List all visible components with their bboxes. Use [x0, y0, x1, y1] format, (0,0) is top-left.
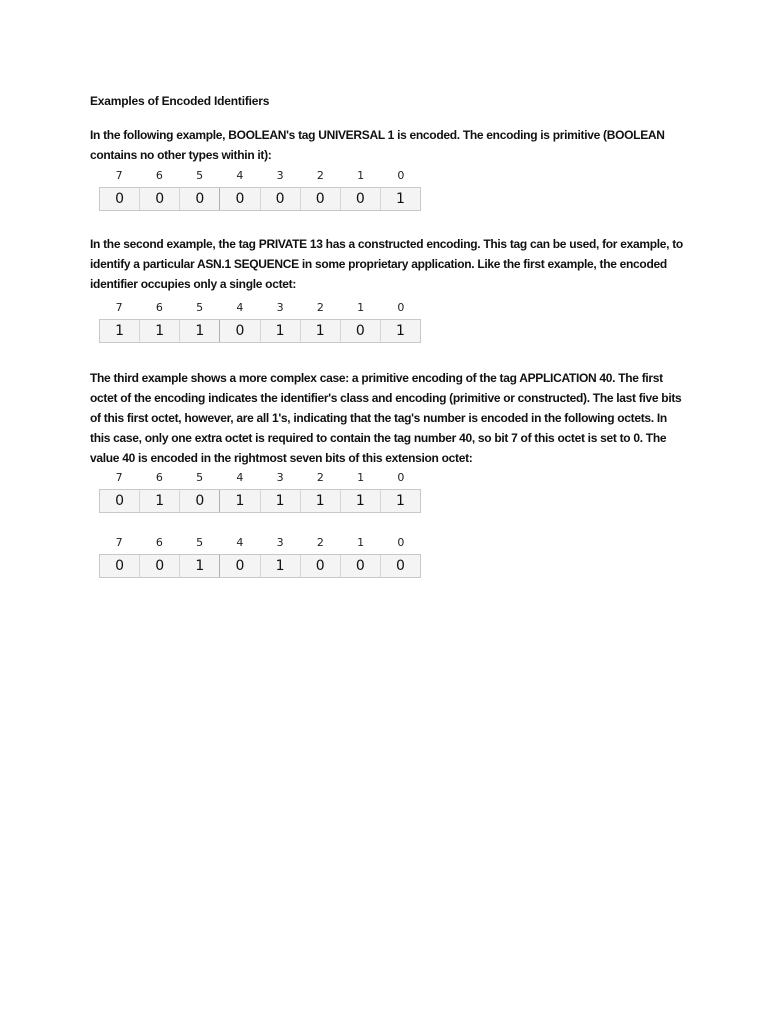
bit-position: 4 [236, 536, 244, 549]
bit-value: 1 [301, 490, 341, 512]
bit-value: 1 [180, 320, 220, 342]
bit-position: 0 [397, 169, 405, 182]
bit-position: 5 [196, 301, 204, 314]
bit-value: 0 [301, 555, 341, 577]
bit-position: 7 [115, 301, 123, 314]
bit-position: 3 [276, 471, 284, 484]
octet-table-universal-1 [99, 169, 421, 211]
bit-position: 7 [115, 471, 123, 484]
bit-position-row [99, 536, 421, 552]
bit-position: 4 [236, 471, 244, 484]
bit-position: 6 [155, 301, 163, 314]
bit-value: 0 [220, 188, 260, 210]
bit-position: 6 [155, 536, 163, 549]
bit-value: 0 [100, 188, 140, 210]
bit-position: 2 [316, 471, 324, 484]
bit-position-row [99, 471, 421, 487]
bit-position: 2 [316, 536, 324, 549]
bit-value: 1 [140, 320, 180, 342]
bit-value: 1 [220, 490, 260, 512]
octet-table-application-40-extension [99, 536, 421, 578]
bit-value: 1 [341, 490, 381, 512]
paragraph-private-example: In the second example, the tag PRIVATE 13 has a constructed encoding. This tag can be used, for example, to identify a particular ASN.1 SEQUENCE in some proprietary application. Like the first example, the encoded identifier occupies only a single octet: [90, 237, 683, 291]
bit-position: 2 [316, 301, 324, 314]
bit-value: 0 [100, 490, 140, 512]
bit-value: 0 [180, 490, 220, 512]
bit-value: 1 [395, 191, 405, 207]
paragraph-application-example: The third example shows a more complex case: a primitive encoding of the tag APPLICATION 40. The first octet of the encoding indicates the identifier's class and encoding (primitive or constructed). The last five bits of this first octet, however, are all 1's, indicating that the tag's number is encoded in the following octets. In this case, only one extra octet is required to contain the tag number 40, so bit 7 of this octet is set to 0. The value 40 is encoded in the rightmost seven bits of this extension octet: [90, 371, 682, 465]
bit-position: 1 [357, 471, 365, 484]
bit-position: 5 [196, 471, 204, 484]
bit-position: 3 [276, 301, 284, 314]
bit-position: 3 [276, 169, 284, 182]
bit-value-row [99, 489, 421, 513]
bit-value: 0 [341, 555, 381, 577]
bit-value: 0 [341, 320, 381, 342]
octet-table-private-13 [99, 301, 421, 343]
bit-value: 1 [180, 555, 220, 577]
bit-value: 1 [395, 493, 405, 509]
paragraph-boolean-example: In the following example, BOOLEAN's tag UNIVERSAL 1 is encoded. The encoding is primitive (BOOLEAN contains no other types within it): [90, 128, 665, 162]
bit-position: 1 [357, 536, 365, 549]
bit-value: 0 [140, 188, 180, 210]
bit-position: 5 [196, 536, 204, 549]
bit-value: 1 [100, 320, 140, 342]
bit-value: 0 [140, 555, 180, 577]
bit-value: 0 [100, 555, 140, 577]
bit-position: 1 [357, 169, 365, 182]
bit-position: 4 [236, 301, 244, 314]
bit-position: 5 [196, 169, 204, 182]
bit-value: 1 [395, 323, 405, 339]
bit-position: 2 [316, 169, 324, 182]
bit-value: 0 [261, 188, 301, 210]
bit-value: 1 [301, 320, 341, 342]
bit-value: 0 [220, 320, 260, 342]
bit-value: 0 [180, 188, 220, 210]
bit-position-row [99, 169, 421, 185]
octet-table-application-40-first [99, 471, 421, 513]
bit-value-row [99, 319, 421, 343]
bit-value: 0 [301, 188, 341, 210]
bit-value-row [99, 554, 421, 578]
bit-value: 1 [140, 490, 180, 512]
bit-position: 0 [397, 301, 405, 314]
section-heading: Examples of Encoded Identifiers [90, 94, 270, 108]
bit-value: 1 [261, 490, 301, 512]
bit-value: 0 [395, 558, 405, 574]
bit-position-row [99, 301, 421, 317]
bit-position: 1 [357, 301, 365, 314]
bit-position: 0 [397, 536, 405, 549]
bit-value: 1 [261, 320, 301, 342]
bit-value: 0 [341, 188, 381, 210]
bit-value-row [99, 187, 421, 211]
bit-value: 1 [261, 555, 301, 577]
bit-position: 7 [115, 536, 123, 549]
bit-position: 7 [115, 169, 123, 182]
bit-position: 6 [155, 169, 163, 182]
bit-value: 0 [220, 555, 260, 577]
bit-position: 0 [397, 471, 405, 484]
bit-position: 3 [276, 536, 284, 549]
bit-position: 4 [236, 169, 244, 182]
bit-position: 6 [155, 471, 163, 484]
